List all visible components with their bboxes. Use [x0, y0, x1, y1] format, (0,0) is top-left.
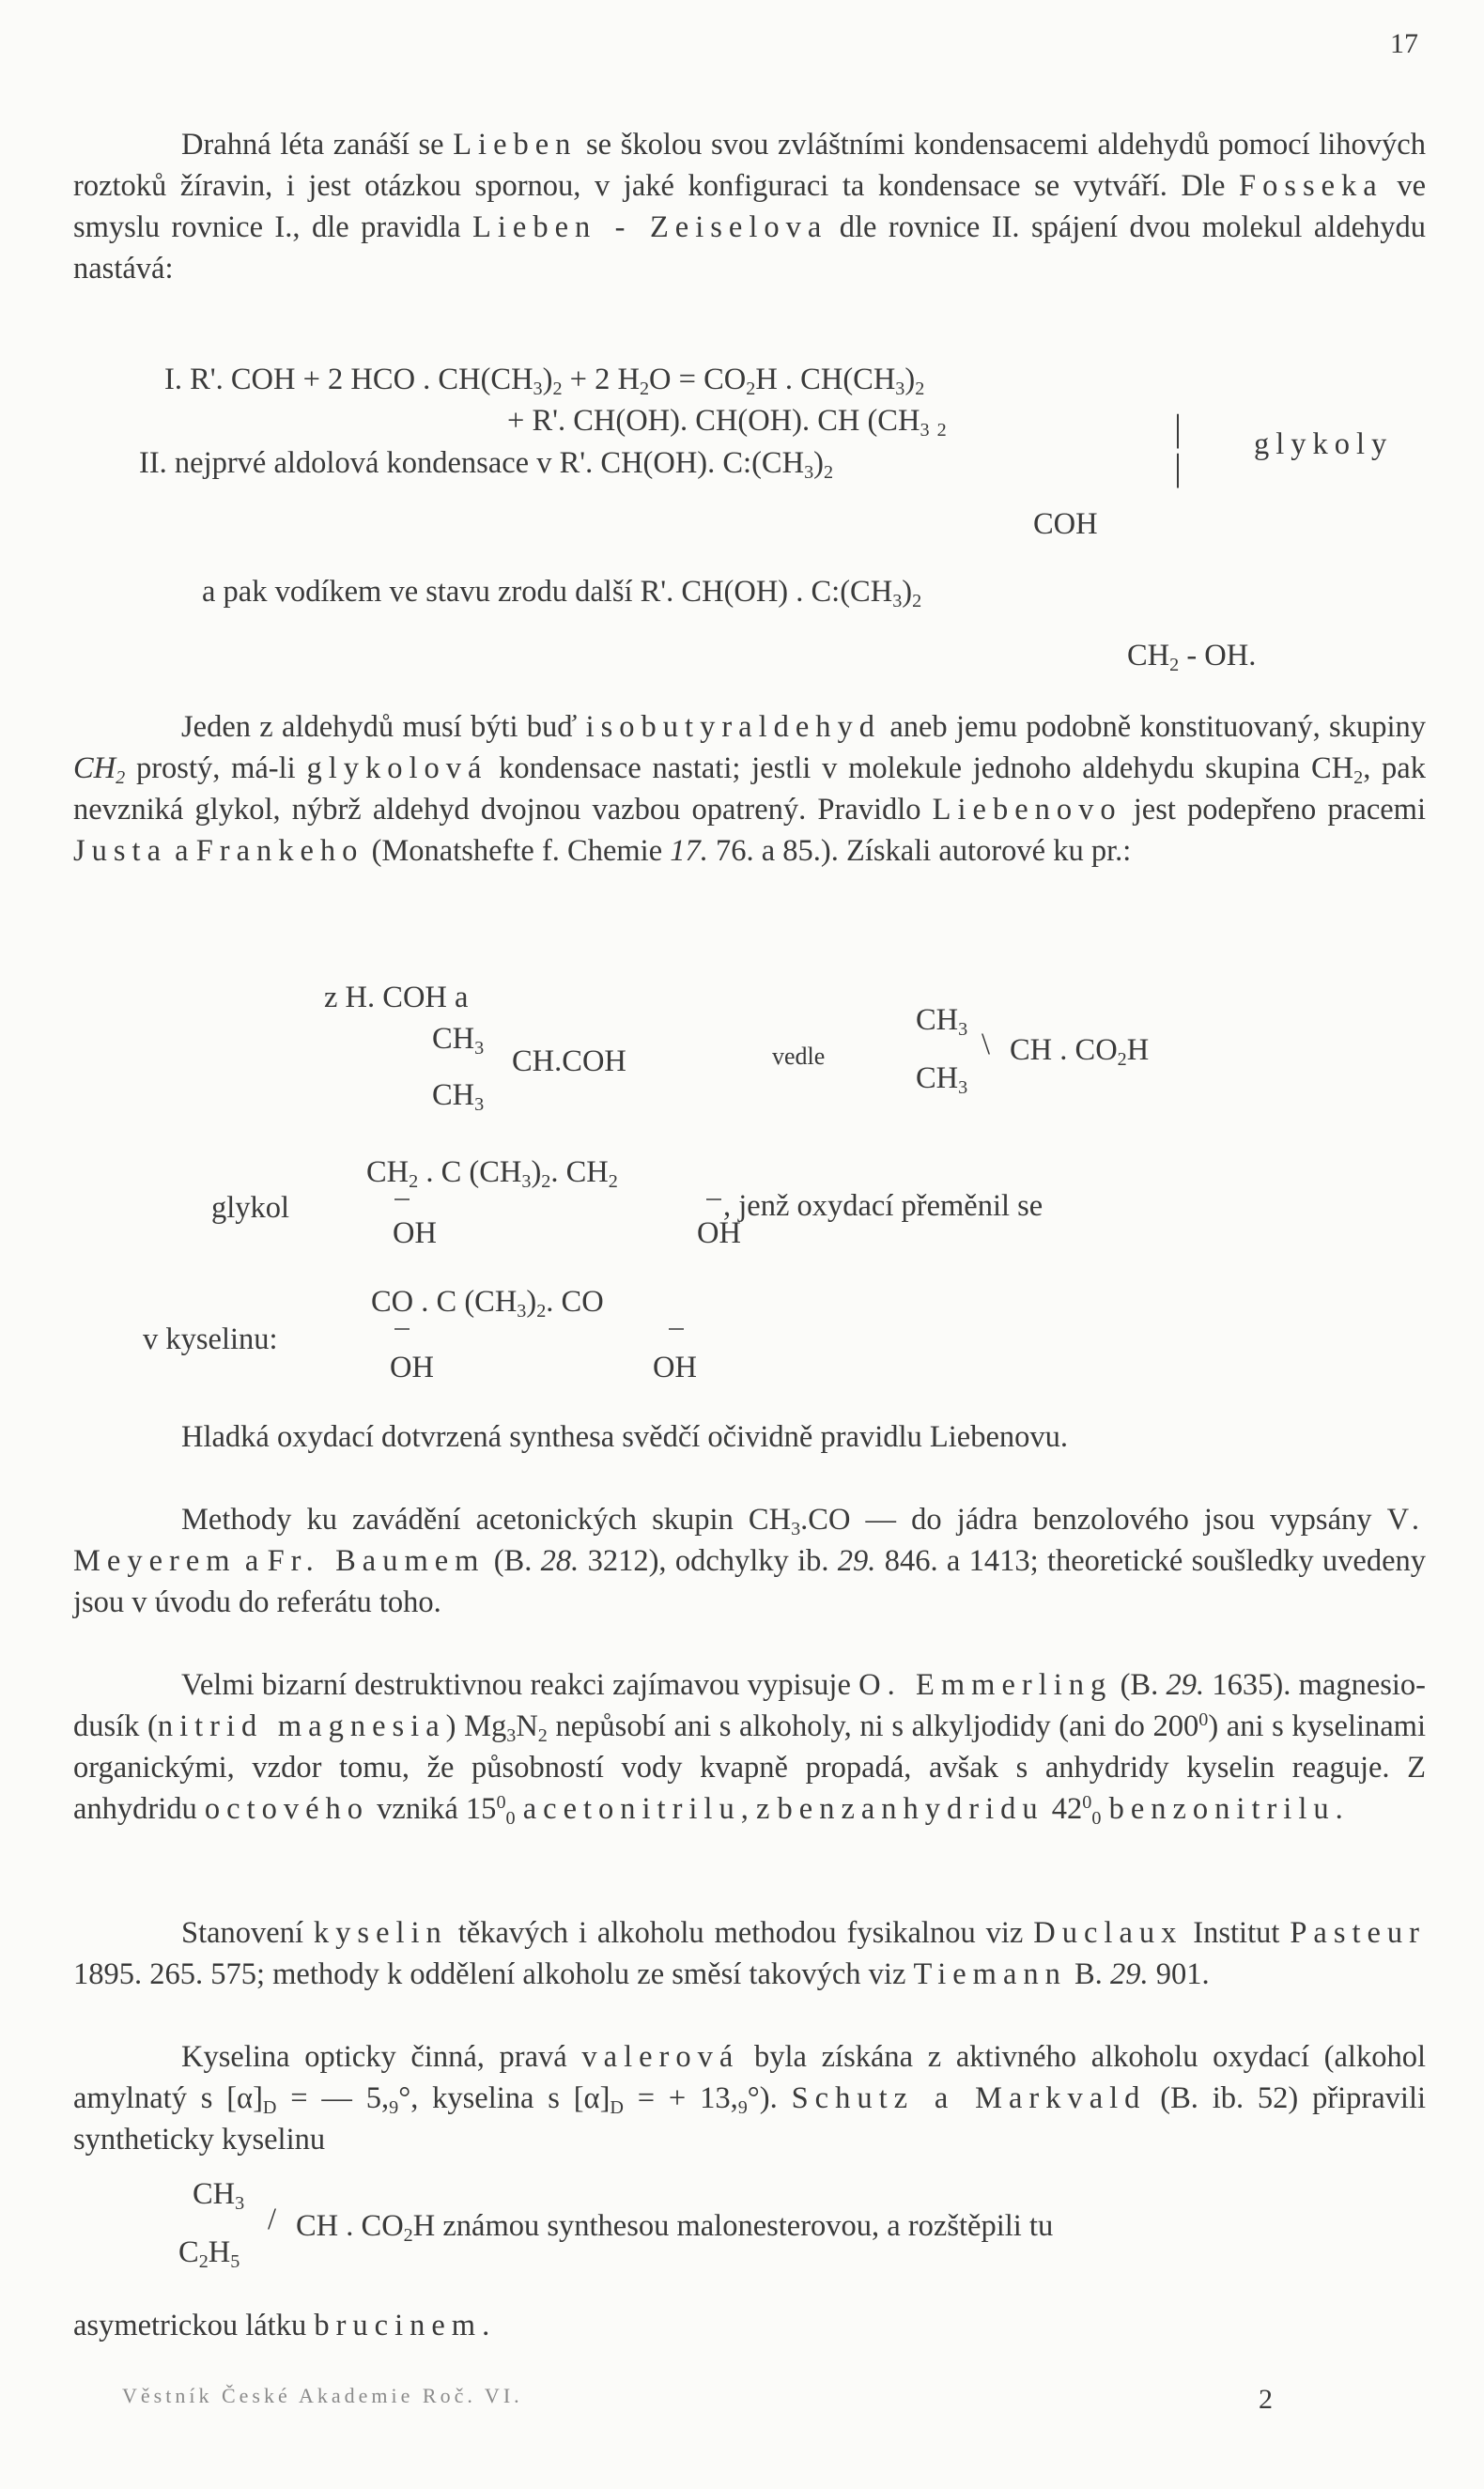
paragraph-6: Stanovení kyselin těkavých i alkoholu methodou fysikalnou viz Duclaux Institut Pasteur 1895. 265. 575; methody k oddělení alkoholu ze směsí takových viz Tiemann B. 29. 901.	[73, 1916, 1427, 1991]
equation-1-line-b: + R'. CH(OH). CH(OH). CH ($CH_3$ $_2$	[507, 404, 947, 441]
page-number: 17	[1390, 28, 1418, 59]
equation-2-line-b: $CH_2$ - OH.	[1127, 639, 1257, 676]
formula-1-ch3-right-top: $CH_3$	[916, 1003, 968, 1041]
author-name: Duclaux	[1033, 1916, 1183, 1950]
bond-line	[706, 1198, 721, 1200]
emphasis: acetonitrilu	[522, 1792, 741, 1826]
bond-line	[669, 1328, 684, 1330]
signature-mark: 2	[1259, 2384, 1273, 2415]
emphasis: valerová	[581, 2040, 740, 2074]
emphasis: kyselin	[313, 1916, 448, 1950]
footer-journal: Věstník České Akademie Roč. VI.	[122, 2384, 523, 2407]
bond-line	[394, 1328, 410, 1330]
paragraph-5: Velmi bizarní destruktivnou reakci zajímavou vypisuje O. Emmerling (B. 29. 1635). magnesio-dusík (nitrid magnesia) $Mg_3N_2$ nepůsobí ani s alkoholy, ni s alkyljodidy (ani do $200^0$) ani s kyselinami organickými, vzdor tomu, že působností vody kvapně propadá, avšak s anhydridy kyselin reaguje. Z anhydridu octového vzniká $15^0_0$ acetonitrilu, z benzanhydridu $42^0_0$ benzonitrilu.	[73, 1668, 1427, 1830]
author-name: Schutz a Markvald	[791, 2081, 1147, 2115]
equation-1-line-c: II. nejprvé aldolová kondensace v R'. CH(OH). $C:(CH_3)_2$	[139, 446, 834, 484]
formula-3-oh-left: OH	[390, 1351, 434, 1384]
brace: |	[1174, 446, 1183, 488]
author-name: Liebenovo	[932, 793, 1122, 827]
brace: |	[1174, 407, 1183, 449]
formula-3-label: v kyselinu:	[143, 1322, 278, 1356]
author-name: Tiemann	[913, 1957, 1067, 1991]
author-name: O. Emmerling	[858, 1668, 1113, 1702]
formula-1-chcoh: CH.COH	[512, 1044, 626, 1078]
bond-line	[394, 1198, 410, 1200]
paragraph-3: Hladká oxydací dotvrzená synthesa svědčí očividně pravidlu Liebenovu.	[181, 1420, 1069, 1454]
equation-1-coh: COH	[1033, 507, 1098, 541]
text: se školou svou zvláštními kondensacemi aldehydů pomocí lihových roztoků žíravin, i jest otázkou spornou, v jaké konfiguraci ta kondensace se vytváří. Dle	[73, 128, 1426, 203]
formula-4-slash: /	[268, 2203, 277, 2236]
author-name: Fr. Baumem	[267, 1544, 486, 1578]
equation-1-line-a: I. R'. COH + 2 HCO . $CH(CH_3)_2 + 2$ $H_2O = CO_2H$ . $CH(CH_3)_2$	[164, 363, 925, 400]
author-name: Frankeho	[195, 834, 364, 868]
formula-2-oh-left: OH	[393, 1216, 437, 1250]
paragraph-2: Jeden z aldehydů musí býti buď isobutyraldehyd aneb jemu podobně konstituovaný, skupiny $CH_2$ prostý, má-li glykolová kondensace nastati; jestli v molekule jednoho aldehydu skupina $CH_2$, pak nevzniká glykol, nýbrž aldehyd dvojnou vazbou opatrený. Pravidlo Liebenovo jest podepřeno pracemi Justa a Frankeho (Monatshefte f. Chemie 17. 76. a 85.). Získali autorové ku pr.:	[73, 710, 1426, 868]
author-name: Lieben	[453, 128, 578, 162]
formula-2-jenz: , jenž oxydací přeměnil se	[723, 1189, 1043, 1223]
text: ve smyslu rovnice I., dle pravidla	[73, 169, 1427, 244]
text: dle rovnice II. spájení dvou molekul aldehydu nastává:	[73, 210, 1426, 286]
formula-2-glykol-label: glykol	[211, 1191, 290, 1225]
formula-1-ch3-top: $CH_3$	[432, 1022, 485, 1059]
emphasis: nitrid magnesia	[157, 1709, 446, 1743]
formula-1-slash: \	[982, 1028, 991, 1061]
paragraph-7: Kyselina opticky činná, pravá valerová byla získána z aktivného alkoholu oxydací (alkohol amylnatý s $[\alpha]_D$ = — $5,_9^\circ$, kyselina s $[\alpha]_D$ = + $13,_9^\circ$). Schutz a Markvald (B. ib. 52) připravili syntheticky kyselinu	[73, 2040, 1427, 2157]
emphasis: octového	[204, 1792, 370, 1826]
chemical-name: isobutyraldehyd	[585, 710, 882, 744]
emphasis: benzonitrilu	[1108, 1792, 1336, 1826]
paragraph-8: asymetrickou látku brucinem.	[73, 2309, 490, 2342]
paragraph-1	[73, 124, 1426, 289]
emphasis: glykolová	[306, 751, 488, 785]
equation-2-line-a: a pak vodíkem ve stavu zrodu další R'. CH(OH) . $C:(CH_3)_2$	[202, 575, 922, 612]
formula-1-vedle: vedle	[772, 1043, 826, 1070]
author-name: Fosseka	[1239, 169, 1384, 203]
author-name: Pasteur	[1290, 1916, 1427, 1950]
author-name: Justa	[73, 834, 167, 868]
formula-2-top: $CH_2$ . C $(CH_3)_2$. $CH_2$	[366, 1155, 618, 1193]
formula-1-zline: z H. COH a	[324, 981, 469, 1014]
formula-3-oh-right: OH	[653, 1351, 697, 1384]
author-name: Lieben - Zeiselova	[472, 210, 828, 244]
formula-2-oh-right: OH	[697, 1216, 741, 1250]
author-name: V. Meyerem	[73, 1503, 1427, 1578]
emphasis: benzanhydridu	[777, 1792, 1044, 1826]
formula-4-ch3: $CH_3$	[193, 2177, 245, 2215]
text: Drahná léta zanáší se	[181, 128, 454, 162]
formula-4-rest: CH . $CO_2H$ známou synthesou malonesterovou, a rozštěpili tu	[296, 2209, 1054, 2247]
glykoly-label: glykoly	[1254, 427, 1394, 461]
formula-1-ch3-right-bottom: $CH_3$	[916, 1061, 968, 1099]
formula-3-top: CO . C $(CH_3)_2$. CO	[371, 1285, 604, 1322]
paragraph-4: Methody ku zavádění acetonických skupin $CH_3.CO$ — do jádra benzolového jsou vypsány V. Meyerem a Fr. Baumem (B. 28. 3212), odchylky ib. 29. 846. a 1413; theoretické soušledky uvedeny jsou v úvodu do referátu toho.	[73, 1503, 1427, 1619]
formula-1-chco2h: CH . $CO_2H$	[1010, 1033, 1150, 1071]
formula-4-c2h5: $C_2H_5$	[178, 2235, 240, 2273]
emphasis: brucinem	[314, 2309, 483, 2342]
formula-1-ch3-bottom: $CH_3$	[432, 1078, 485, 1116]
